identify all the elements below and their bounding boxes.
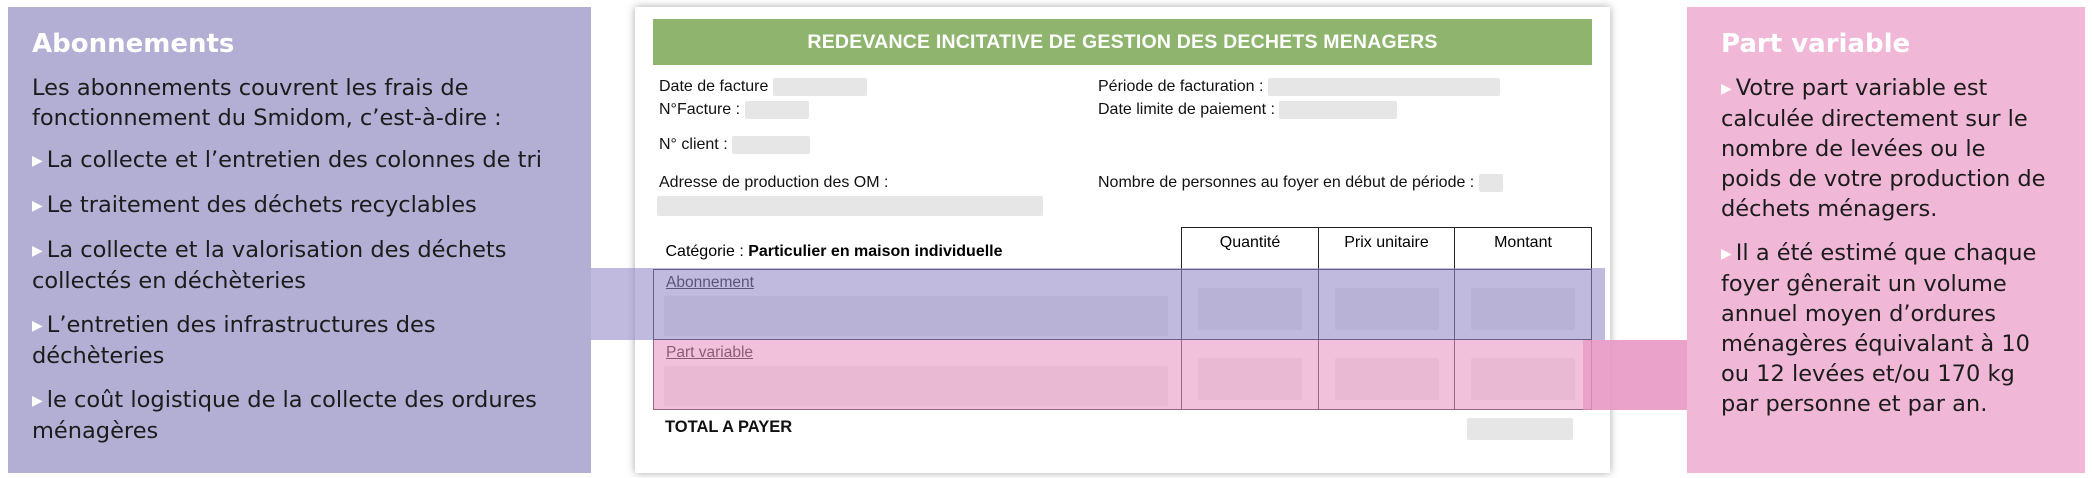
list-item: ▶ Le traitement des déchets recyclables	[32, 192, 477, 218]
header-prix-unitaire: Prix unitaire	[1319, 228, 1455, 270]
header-montant: Montant	[1455, 228, 1592, 270]
list-item: ▶ Votre part variable est calculée directement sur le nombre de levées ou le poids de votre production de déchets ménagers.	[1721, 75, 2046, 222]
redacted-value	[773, 78, 867, 96]
triangle-bullet-icon: ▶	[32, 198, 43, 214]
triangle-bullet-icon: ▶	[32, 393, 43, 409]
list-item: ▶ La collecte et la valorisation des déchets collectés en déchèteries	[32, 237, 507, 294]
nb-personnes-field: Nombre de personnes au foyer en début de période :	[1098, 174, 1503, 192]
triangle-bullet-icon: ▶	[1721, 246, 1732, 262]
triangle-bullet-icon: ▶	[32, 318, 43, 334]
redacted-value	[1268, 78, 1500, 96]
abonnements-title: Abonnements	[32, 29, 235, 59]
abonnements-panel	[8, 7, 591, 473]
periode-field: Période de facturation :	[1098, 78, 1500, 96]
part-variable-title: Part variable	[1721, 29, 1911, 59]
part-variable-list	[1721, 73, 2051, 419]
part-variable-highlight-bridge	[1583, 340, 1687, 410]
part-variable-panel	[1687, 7, 2085, 473]
abonnements-list	[32, 145, 567, 446]
num-facture-field: N°Facture :	[659, 101, 809, 119]
adresse-field: Adresse de production des OM :	[659, 174, 889, 191]
total-a-payer-label: TOTAL A PAYER	[665, 418, 793, 436]
triangle-bullet-icon: ▶	[32, 243, 43, 259]
header-quantite: Quantité	[1182, 228, 1319, 270]
invoice-title: REDEVANCE INCITATIVE DE GESTION DES DECHETS MENAGERS	[653, 19, 1592, 65]
list-item: ▶ La collecte et l’entretien des colonnes de tri	[32, 147, 542, 173]
abonnement-highlight	[591, 268, 1605, 340]
category-cell: Catégorie : Particulier en maison individuelle	[665, 243, 1003, 260]
list-item: ▶ Il a été estimé que chaque foyer gênerait un volume annuel moyen d’ordures ménagères équivalant à 10 ou 12 levées et/ou 170 kg par personne et par an.	[1721, 240, 2037, 417]
redacted-value	[1479, 174, 1503, 192]
redacted-value	[732, 136, 810, 154]
list-item: ▶ L’entretien des infrastructures des déchèteries	[32, 312, 436, 369]
triangle-bullet-icon: ▶	[32, 153, 43, 169]
redacted-address	[657, 196, 1043, 216]
list-item: ▶ le coût logistique de la collecte des ordures ménagères	[32, 387, 537, 444]
abonnements-intro: Les abonnements couvrent les frais de fonctionnement du Smidom, c’est-à-dire :	[32, 75, 502, 131]
redacted-value	[1279, 101, 1397, 119]
redacted-total	[1467, 418, 1573, 440]
date-limite-field: Date limite de paiement :	[1098, 101, 1397, 119]
triangle-bullet-icon: ▶	[1721, 81, 1732, 97]
num-client-field: N° client :	[659, 136, 810, 154]
part-variable-highlight	[653, 340, 1687, 410]
date-facture-field: Date de facture	[659, 78, 867, 96]
redacted-value	[745, 101, 809, 119]
